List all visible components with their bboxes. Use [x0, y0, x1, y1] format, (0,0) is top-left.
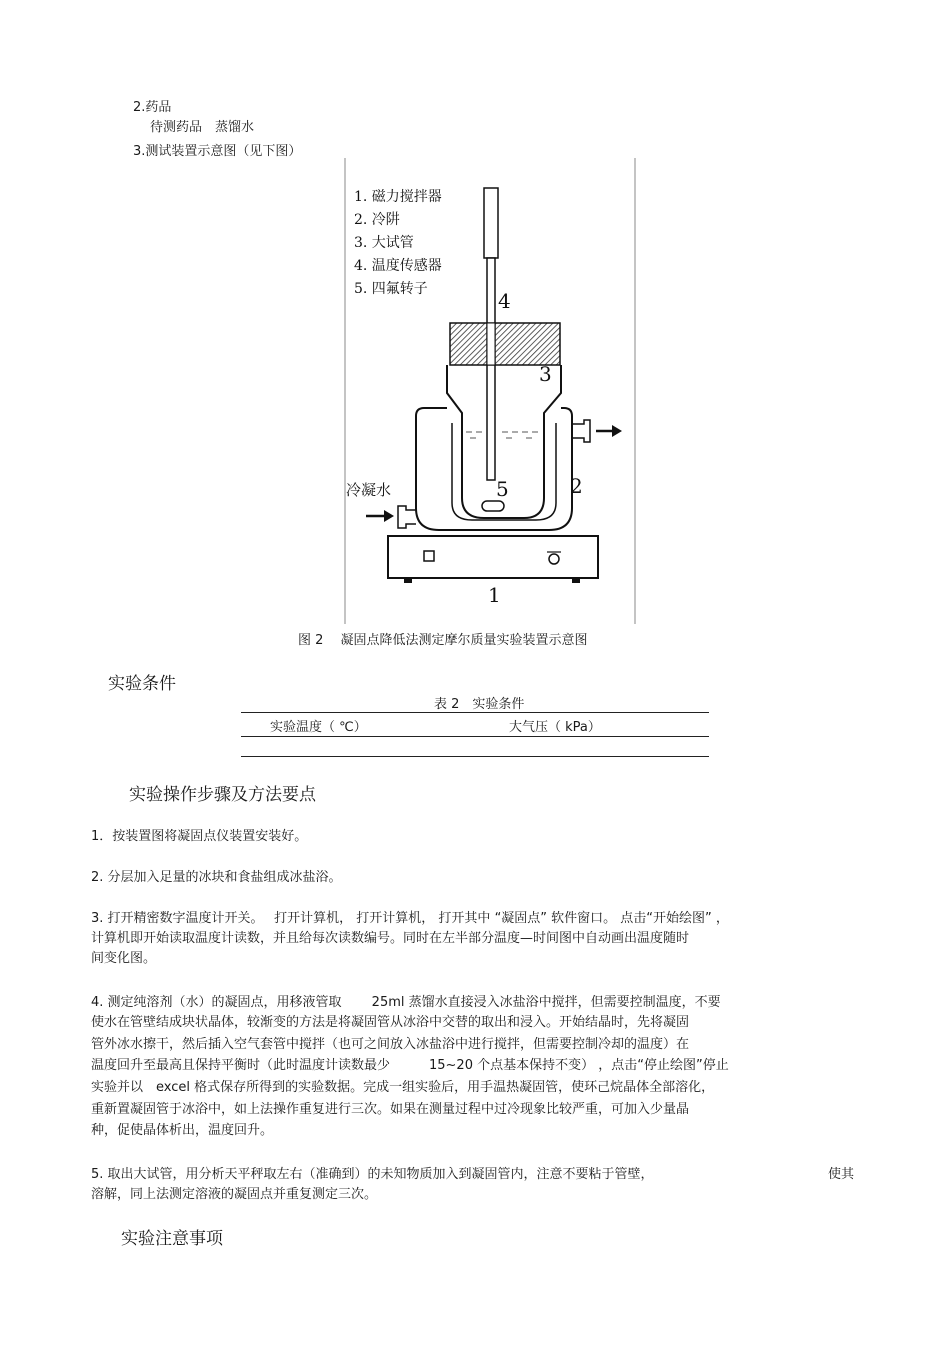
legend-item: 2. 冷阱	[354, 212, 400, 228]
procedure-step-3-line: 间变化图。	[91, 951, 157, 966]
legend-item: 3. 大试管	[354, 235, 414, 251]
apparatus-heading: 3.测试装置示意图（见下图）	[133, 144, 302, 159]
table-mid-rule	[241, 736, 709, 737]
apparatus-figure	[344, 158, 636, 624]
label-4: 4	[498, 289, 511, 313]
water-outlet	[572, 420, 590, 442]
procedure-step-5-line: 5. 取出大试管，用分析天平秤取左右（准确到）的未知物质加入到凝固管内，注意不要粘于管壁，	[91, 1167, 654, 1182]
label-2: 2	[570, 474, 583, 498]
legend-item: 4. 温度传感器	[354, 258, 442, 274]
procedure-step-5-line-end: 使其	[828, 1167, 855, 1182]
procedure-step-3-line: 3. 打开精密数字温度计开关。 打开计算机， 打开计算机， 打开其中 “凝固点” 软件窗口。 点击“开始绘图” ，	[91, 911, 729, 926]
procedure-step-4-line: 重新置凝固管于冰浴中，如上法操作重复进行三次。如果在测量过程中过冷现象比较严重，可加入少量晶	[91, 1102, 690, 1117]
table-bottom-rule	[241, 756, 709, 757]
procedure-heading: 实验操作步骤及方法要点	[129, 785, 316, 805]
table-header-pressure: 大气压（ kPa）	[509, 720, 601, 735]
procedure-step-3-line: 计算机即开始读取温度计读数，并且给每次读数编号。同时在左半部分温度—时间图中自动画出温度随时	[91, 931, 690, 946]
label-1: 1	[488, 583, 501, 607]
procedure-step-5-line: 溶解，同上法测定溶液的凝固点并重复测定三次。	[91, 1187, 378, 1202]
figure-caption: 图 2 凝固点降低法测定摩尔质量实验装置示意图	[298, 633, 588, 648]
procedure-step-1: 1．按装置图将凝固点仪装置安装好。	[91, 829, 308, 844]
figure-legend	[354, 188, 442, 297]
water-inlet	[398, 506, 416, 528]
procedure-step-4-line: 温度回升至最高且保持平衡时（此时温度计读数最少 15~20 个点基本保持不变） ，点击“停止绘图”停止	[91, 1058, 729, 1073]
stir-bar	[482, 501, 504, 511]
procedure-step-4-line: 种，促使晶体析出，温度回升。	[91, 1123, 274, 1138]
table-top-rule	[241, 712, 709, 713]
stopper	[450, 323, 560, 365]
magnetic-stirrer	[388, 536, 598, 583]
procedure-step-2: 2. 分层加入足量的冰块和食盐组成冰盐浴。	[91, 870, 342, 885]
procedure-step-4-line: 4. 测定纯溶剂（水）的凝固点，用移液管取 25ml 蒸馏水直接浸入冰盐浴中搅拌，但需要控制温度，不要	[91, 995, 721, 1010]
label-3: 3	[539, 362, 552, 386]
reagents-items: 待测药品 蒸馏水	[150, 120, 255, 135]
table-header-temperature: 实验温度（ ℃）	[270, 720, 367, 735]
liquid-level	[466, 432, 538, 438]
legend-item: 1. 磁力搅拌器	[354, 189, 442, 205]
procedure-step-4-line: 实验并以 excel 格式保存所得到的实验数据。完成一组实验后，用手温热凝固管，使环己烷晶体全部溶化，	[91, 1080, 715, 1095]
label-cooling-water: 冷凝水	[346, 481, 392, 499]
label-5: 5	[496, 477, 509, 501]
apparatus-diagram	[344, 158, 636, 624]
notes-heading: 实验注意事项	[121, 1229, 223, 1249]
procedure-step-4-line: 管外冰水擦干，然后插入空气套管中搅拌（也可之间放入冰盐浴中进行搅拌，但需要控制冷却的温度）在	[91, 1037, 690, 1052]
procedure-step-4-line: 使水在管壁结成块状晶体，较渐变的方法是将凝固管从冰浴中交替的取出和浸入。开始结晶时，先将凝固	[91, 1015, 690, 1030]
conditions-heading: 实验条件	[108, 674, 176, 694]
legend-item: 5. 四氟转子	[354, 281, 428, 297]
knob-icon	[549, 554, 559, 564]
reagents-heading: 2.药品	[133, 100, 172, 115]
table-caption: 表 2 实验条件	[434, 697, 525, 712]
switch-icon	[424, 551, 434, 561]
